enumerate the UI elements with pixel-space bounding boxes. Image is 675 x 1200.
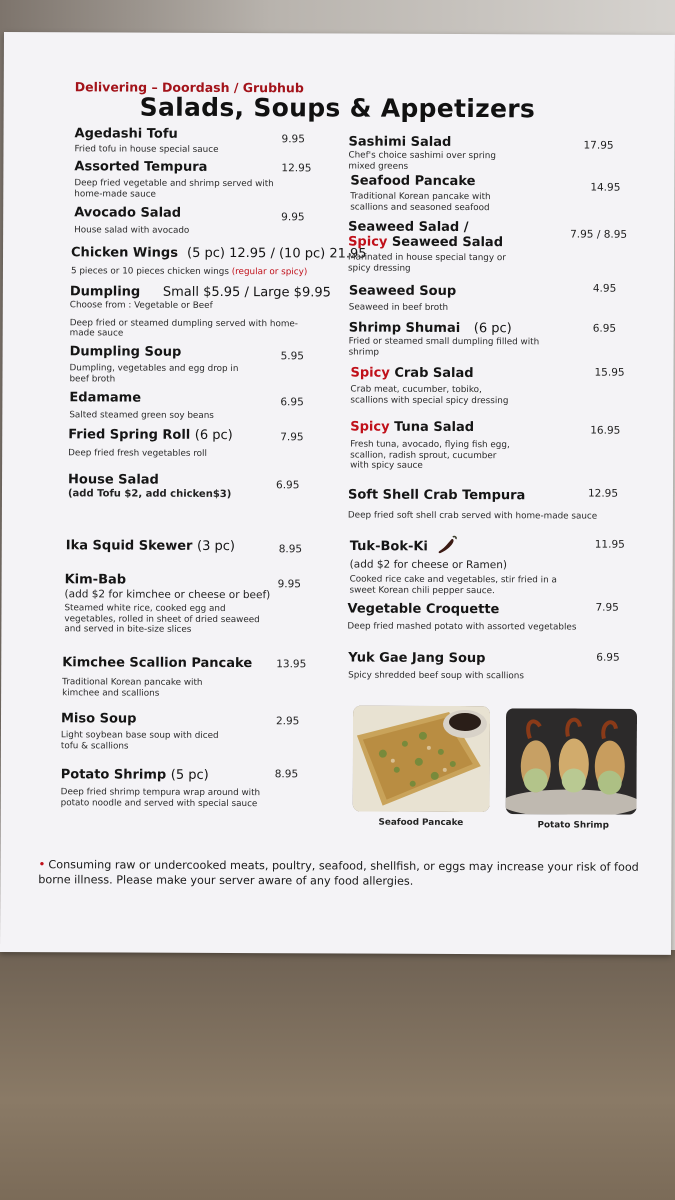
delivering-notice: Delivering – Doordash / Grubhub — [74, 79, 304, 96]
menu-item-ika-squid-skewer: Ika Squid Skewer (3 pc) — [65, 538, 235, 555]
menu-item-kim-bab: Kim-Bab (add $2 for kimchee or cheese or beef) Steamed white rice, cooked egg and vegetables, rolled in sheet of dried seaweed and served in bite-size slices — [64, 572, 271, 635]
menu-item-kimchee-scallion-pancake: Kimchee Scallion Pancake Traditional Korean pancake with kimchee and scallions — [62, 655, 253, 699]
menu-item-price: 6.95 — [275, 479, 300, 492]
menu-item-vegetable-croquette: Vegetable Croquette Deep fried mashed potato with assorted vegetables — [347, 601, 577, 633]
menu-item-price: 16.95 — [590, 424, 621, 437]
menu-item-price: 9.95 — [281, 133, 305, 146]
menu-item-price: 6.95 — [592, 322, 617, 335]
photo-caption: Seafood Pancake — [378, 817, 464, 829]
menu-item-price: 7.95 — [595, 601, 619, 614]
menu-sheet — [0, 32, 675, 955]
menu-item-chicken-wings: Chicken Wings (5 pc) 12.95 / (10 pc) 21.95 5 pieces or 10 pieces chicken wings (regular or spicy) — [70, 245, 367, 278]
menu-item-price: 9.95 — [277, 578, 302, 591]
potato-shrimp-photo — [506, 708, 637, 815]
menu-item-price: 13.95 — [276, 658, 307, 671]
menu-item-dumpling-soup: Dumpling Soup Dumpling, vegetables and egg drop in beef broth — [69, 344, 239, 384]
menu-item-price: 12.95 — [281, 162, 312, 175]
menu-item-price: 11.95 — [594, 538, 625, 551]
menu-item-yuk-gae-jang-soup: Yuk Gae Jang Soup Spicy shredded beef soup with scallions — [348, 650, 524, 682]
menu-item-avocado-salad: Avocado Salad House salad with avocado — [74, 205, 190, 236]
menu-item-price: 6.95 — [280, 396, 304, 409]
menu-item-price: 8.95 — [278, 543, 303, 556]
menu-item-price: 7.95 / 8.95 — [570, 228, 628, 241]
menu-item-seaweed-salad: Seaweed Salad / Spicy Seaweed Salad Marinated in house special tangy or spicy dressing — [347, 219, 506, 274]
menu-item-price: 17.95 — [583, 139, 614, 152]
food-allergy-notice: • Consuming raw or undercooked meats, poultry, seafood, shellfish, or eggs may increase your risk of food borne illness. Please make your server aware of any food allergies. — [38, 857, 639, 888]
menu-item-spicy-tuna-salad: Spicy Tuna Salad Fresh tuna, avocado, flying fish egg, scallion, radish sprout, cucumber with spicy sauce — [350, 419, 510, 471]
menu-item-spicy-crab-salad: Spicy Crab Salad Crab meat, cucumber, tobiko, scallions with special spicy dressing — [350, 365, 509, 406]
menu-section-title: Salads, Soups & Appetizers — [139, 92, 536, 124]
bullet-icon: • — [38, 857, 46, 872]
menu-item-seaweed-soup: Seaweed Soup Seaweed in beef broth — [348, 283, 457, 313]
menu-item-price: 2.95 — [275, 715, 300, 728]
menu-item-edamame: Edamame Salted steamed green soy beans — [69, 390, 214, 421]
menu-item-price: 14.95 — [590, 181, 621, 194]
table-surface — [0, 950, 675, 1200]
photo-caption: Potato Shrimp — [537, 820, 609, 831]
menu-item-soft-shell-crab-tempura: Soft Shell Crab Tempura Deep fried soft shell crab served with home-made sauce — [347, 487, 598, 522]
menu-item-shrimp-shumai: Shrimp Shumai (6 pc) Fried or steamed small dumpling filled with shrimp — [348, 320, 540, 358]
menu-item-miso-soup: Miso Soup Light soybean base soup with diced tofu & scallions — [60, 711, 219, 752]
menu-item-price: 12.95 — [587, 487, 619, 500]
menu-item-price: 9.95 — [281, 211, 305, 224]
menu-item-price: 7.95 — [280, 431, 304, 444]
menu-item-seafood-pancake: Seafood Pancake Traditional Korean pancake with scallions and seasoned seafood — [350, 173, 491, 213]
seafood-pancake-photo — [353, 706, 490, 813]
menu-item-assorted-tempura: Assorted Tempura Deep fried vegetable and shrimp served with home-made sauce — [74, 159, 274, 200]
menu-item-price: 5.95 — [280, 350, 305, 363]
menu-item-price: 8.95 — [274, 768, 299, 781]
menu-item-price: 15.95 — [594, 366, 625, 379]
menu-item-agedashi-tofu: Agedashi Tofu Fried tofu in house special sauce — [74, 126, 219, 155]
menu-item-sashimi-salad: Sashimi Salad Chef's choice sashimi over spring mixed greens — [348, 134, 496, 172]
menu-item-tuk-bok-ki: Tuk-Bok-Ki (add $2 for cheese or Ramen) Cooked rice cake and vegetables, stir fried in a sweet Korean chili pepper sauce. — [350, 535, 560, 597]
menu-item-house-salad: House Salad (add Tofu $2, add chicken$3) — [67, 472, 232, 500]
chili-pepper-icon — [436, 535, 458, 559]
menu-item-price: 4.95 — [592, 282, 617, 295]
menu-item-price: 6.95 — [596, 651, 620, 664]
menu-item-fried-spring-roll: Fried Spring Roll (6 pc) Deep fried fresh vegetables roll — [68, 427, 233, 459]
menu-item-dumpling: Dumpling Small $5.95 / Large $9.95 Choose from : Vegetable or Beef Deep fried or steamed dumpling served with home-made sauce — [69, 284, 331, 339]
menu-item-potato-shrimp: Potato Shrimp (5 pc) Deep fried shrimp tempura wrap around with potato noodle and served with special sauce — [60, 767, 261, 809]
